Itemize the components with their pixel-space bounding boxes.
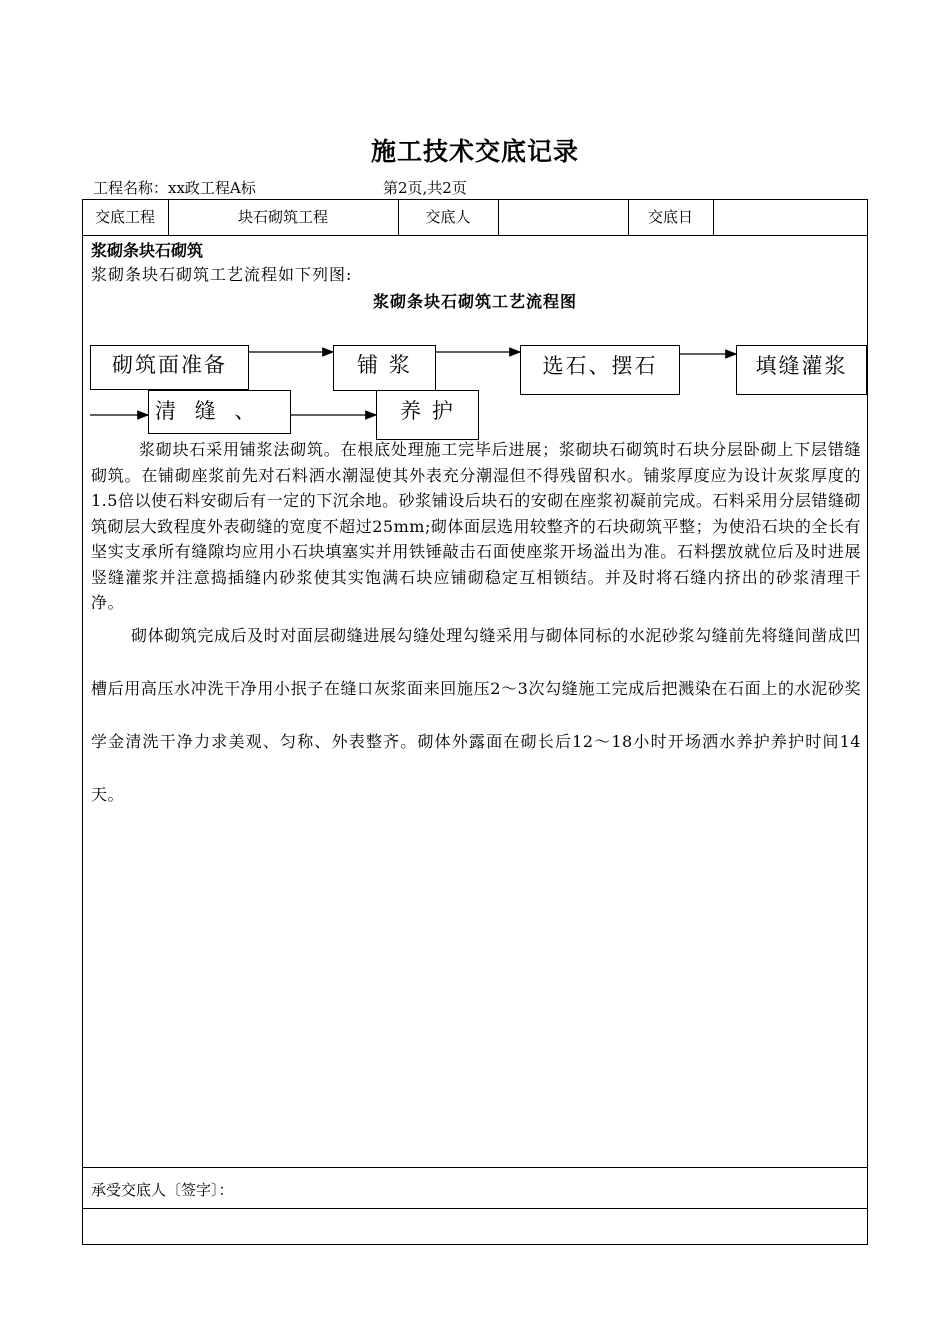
body-paragraph-1: 浆砌块石采用铺浆法砌筑。在根底处理施工完毕后进展；浆砌块石砌筑时石块分层卧砌上下层错缝砌筑。在铺砌座浆前先对石料洒水潮湿使其外表充分潮湿但不得残留积水。铺浆厚度应为设计灰浆厚度的1.5倍以使石料安砌后有一定的下沉余地。砂浆铺设后块石的安砌在座浆初凝前完成。石料采用分层错缝砌筑砌层大致程度外表砌缝的宽度不超过25mm;砌体面层选用较整齐的石块砌筑平整；为使沿石块的全长有坚实支承所有缝隙均应用小石块填塞实并用铁锤敲击石面使座浆开场溢出为准。石料摆放就位后及时进展竖缝灌浆并注意捣插缝内砂浆使其实饱满石块应铺砌稳定互相锁结。并及时将石缝内挤出的砂浆清理干净。 xyxy=(91,440,861,612)
intro-line: 浆砌条块石砌筑工艺流程如下列图: xyxy=(91,265,353,284)
flow-step-fill-grout: 填缝灌浆 xyxy=(736,345,867,395)
flow-step-clean-point: 清 缝 、 xyxy=(148,390,291,434)
label-handover-person: 交底人 xyxy=(425,208,471,226)
flow-step-select-place-stone: 选石、摆石 xyxy=(520,345,680,395)
flow-chart-title: 浆砌条块石砌筑工艺流程图 xyxy=(372,292,577,311)
label-handover-project: 交底工程 xyxy=(94,208,155,226)
document-title: 施工技术交底记录 xyxy=(370,137,579,166)
body-paragraph-2: 砌体砌筑完成后及时对面层砌缝进展勾缝处理勾缝采用与砌体同标的水泥砂浆勾缝前先将缝间凿成凹槽后用高压水冲洗干净用小抿子在缝口灰浆面来回施压2～3次勾缝施工完成后把溅染在石面上的水泥砂奖学金清洗干净力求美观、匀称、外表整齐。砌体外露面在砌长后12～18小时开场洒水养护养护时间14天。 xyxy=(91,626,861,804)
label-handover-date: 交底日 xyxy=(647,208,693,226)
page-info: 第2页,共2页 xyxy=(383,179,467,197)
flow-step-curing: 养 护 xyxy=(376,390,479,440)
project-name: 工程名称：xx政工程A标 xyxy=(93,179,256,197)
receiver-signature-label: 承受交底人〔签字〕： xyxy=(91,1181,234,1199)
flow-step-lay-mortar: 铺 浆 xyxy=(333,345,436,391)
flow-step-surface-prep: 砌筑面准备 xyxy=(90,345,249,390)
section-heading: 浆砌条块石砌筑 xyxy=(91,241,204,260)
value-handover-project: 块石砌筑工程 xyxy=(237,208,328,226)
